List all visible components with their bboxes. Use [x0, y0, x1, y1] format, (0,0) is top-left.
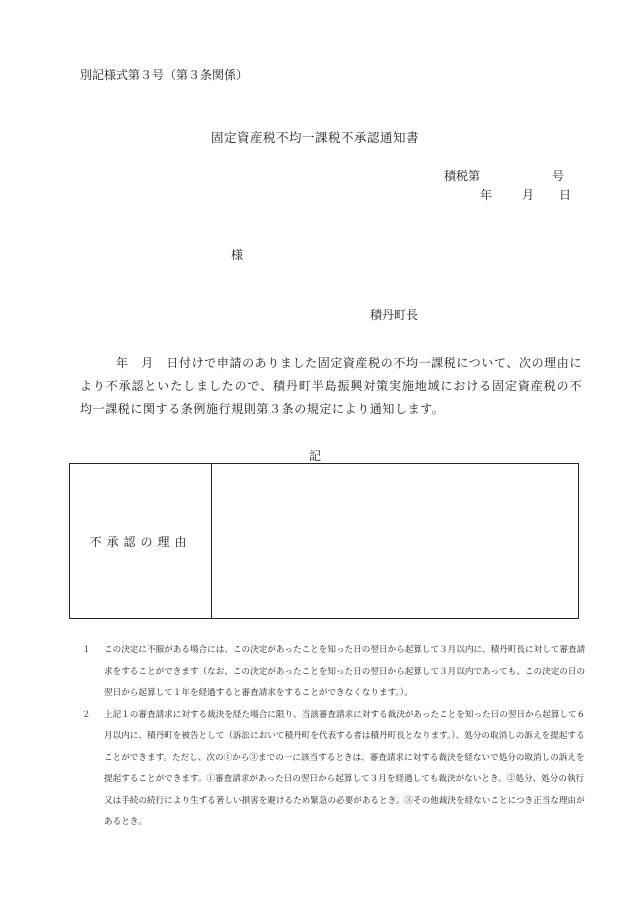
addressee-honorific: 様: [231, 248, 244, 262]
date-year: 年: [480, 188, 493, 202]
document-title: 固定資産税不均一課税不承認通知書: [210, 130, 419, 145]
reason-table: [69, 463, 579, 619]
note-item: [82, 705, 588, 834]
note-text: 上記１の審査請求に対する裁決を経た場合に限り、当該審査請求に対する裁決があったことを知った日の翌日から起算して６月以内に、積丹町を被告として（訴訟において積丹町を代表する者は積丹町長となります。）、処分の取消しの訴えを提起することができます。ただし、次の①から③までの一に該当するときは、審査請求に対する裁決を経ないで処分の取消しの訴えを提起することができます。①審査請求があった日の翌日から起算して３月を経過しても裁決がないとき。②処分、処分の執行又は手続の続行により生ずる著しい損害を避けるため緊急の必要があるとき。③その他裁決を経ないことにつき正当な理由があるとき。: [104, 709, 586, 827]
notification-body: 年 月 日付けで申請のありました固定資産税の不均一課税について、次の理由により不承認といたしましたので、積丹町半島振興対策実施地域における固定資産税の不均一課税に関する条例施行規則第３条の規定により通知します。: [80, 356, 582, 416]
record-label: 記: [308, 449, 321, 463]
date-day: 日: [559, 188, 572, 202]
note-text: この決定に不服がある場合には、この決定があったことを知った日の翌日から起算して３月以内に、積丹町長に対して審査請求をすることができます（なお、この決定があったことを知った日の翌日から起算して３月以内であっても、この決定の日の翌日から起算して１年を経過すると審査請求をすることができなくなります。）。: [104, 645, 586, 698]
reason-label: 不承認の理由: [70, 464, 212, 618]
issuer-name: 積丹町長: [370, 308, 419, 322]
notes: [82, 640, 588, 834]
note-number: ２: [82, 709, 91, 720]
note-item: [82, 640, 588, 705]
reason-field: [212, 464, 578, 618]
note-number: １: [82, 645, 91, 655]
form-id: 別記様式第３号（第３条関係）: [80, 68, 249, 82]
reference-suffix: 号: [552, 169, 565, 183]
issue-date: [480, 186, 571, 203]
date-month: 月: [522, 188, 535, 202]
reference-prefix: 積税第: [444, 169, 481, 183]
